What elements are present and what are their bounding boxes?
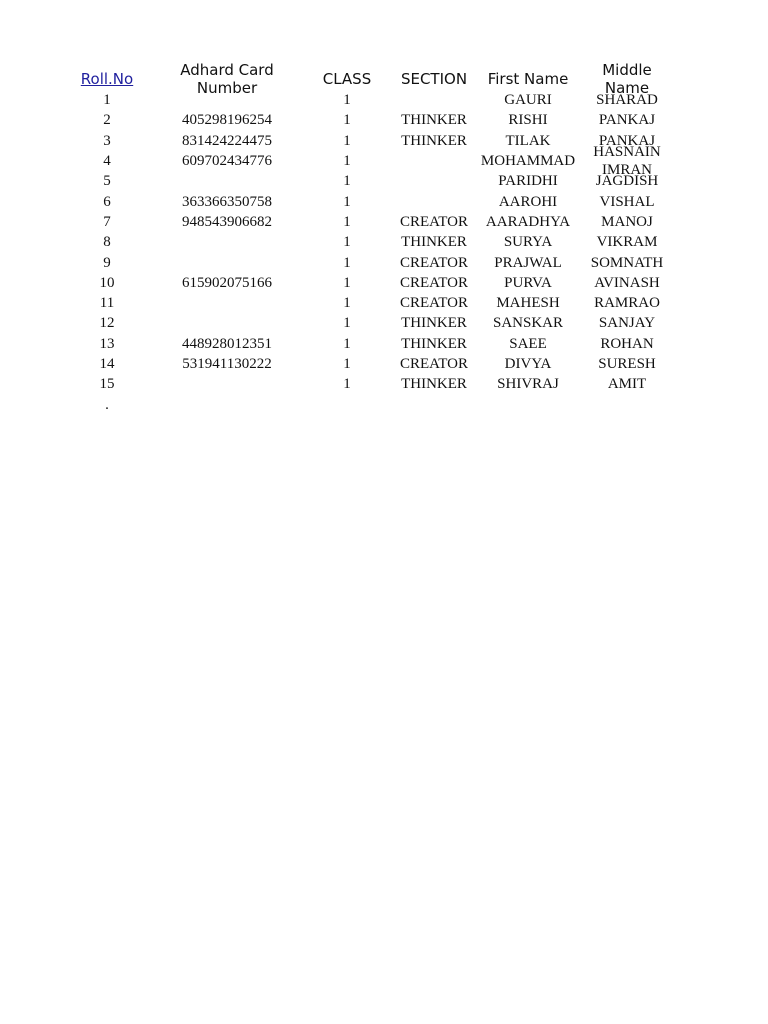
section-cell — [394, 151, 474, 171]
section-cell: THINKER — [401, 234, 467, 251]
roll-no-cell: 5 — [103, 173, 111, 190]
first-name-cell: AAROHI — [498, 193, 558, 210]
first-name-cell: PRAJWAL — [494, 254, 562, 271]
class-cell: 1 — [343, 92, 351, 109]
section-cell: CREATOR — [399, 356, 469, 373]
section-cell — [394, 90, 474, 110]
section-cell — [394, 171, 474, 191]
class-cell: 1 — [343, 213, 351, 230]
section-cell: CREATOR — [399, 295, 469, 312]
roll-no-cell: 14 — [99, 356, 115, 373]
first-name-cell: SHIVRAJ — [497, 376, 559, 393]
table-row — [0, 144, 768, 179]
adhard-card-number-cell: 948543906682 — [182, 213, 272, 230]
table-row — [0, 90, 768, 110]
class-cell: 1 — [343, 295, 351, 312]
trailing-mark: . — [105, 396, 109, 413]
class-cell: 1 — [343, 356, 351, 373]
first-name-cell: GAURI — [504, 92, 552, 109]
adhard-card-number-cell: 609702434776 — [182, 153, 272, 170]
middle-name-cell: PANKAJ — [598, 112, 656, 129]
middle-name-cell: PANKAJ — [598, 132, 656, 149]
roll-no-cell: 15 — [99, 376, 115, 393]
class-cell: 1 — [343, 153, 351, 170]
table-row — [0, 232, 768, 252]
adhard-card-number-cell — [167, 232, 287, 252]
class-cell: 1 — [343, 112, 351, 129]
class-cell: 1 — [343, 274, 351, 291]
section-cell: CREATOR — [399, 254, 469, 271]
table-row — [0, 313, 768, 333]
roll-no-cell: 7 — [103, 213, 111, 230]
section-cell: THINKER — [401, 376, 467, 393]
first-name-cell: SANSKAR — [492, 315, 564, 332]
roll-no-cell: 12 — [99, 315, 115, 332]
header-middle-name: Middle Name — [602, 61, 652, 97]
middle-name-cell: VISHAL — [599, 193, 655, 210]
middle-name-cell: VIKRAM — [596, 234, 658, 251]
adhard-card-number-cell — [167, 293, 287, 313]
class-cell: 1 — [343, 315, 351, 332]
adhard-card-number-cell: 363366350758 — [182, 193, 272, 210]
adhard-card-number-cell: 405298196254 — [182, 112, 272, 129]
first-name-cell: SURYA — [503, 234, 553, 251]
first-name-cell: AARADHYA — [485, 213, 571, 230]
table-row — [0, 110, 768, 130]
middle-name-cell: JAGDISH — [595, 173, 659, 190]
header-roll-no-link[interactable]: Roll.No — [80, 70, 134, 88]
roll-no-cell: 8 — [103, 234, 111, 251]
middle-name-cell: SURESH — [598, 356, 656, 373]
section-cell: THINKER — [401, 132, 467, 149]
section-cell: CREATOR — [399, 213, 469, 230]
table-row — [0, 354, 768, 374]
table-row — [0, 374, 768, 394]
header-adhard-card-number: Adhard Card Number — [180, 61, 274, 97]
roll-no-cell: 4 — [103, 153, 111, 170]
section-cell: THINKER — [401, 315, 467, 332]
header-roll-no-cell — [78, 69, 136, 89]
adhard-card-number-cell — [167, 374, 287, 394]
middle-name-cell: AMIT — [607, 376, 647, 393]
class-cell: 1 — [343, 234, 351, 251]
roll-no-cell: 11 — [99, 295, 115, 312]
header-class: CLASS — [322, 70, 372, 88]
table-row — [0, 192, 768, 212]
adhard-card-number-cell — [167, 313, 287, 333]
middle-name-cell: MANOJ — [601, 213, 653, 230]
roll-no-cell: 1 — [103, 92, 111, 109]
table-row — [0, 252, 768, 272]
roll-no-cell: 10 — [99, 274, 115, 291]
roll-no-cell: 9 — [103, 254, 111, 271]
table-row-trailing — [0, 395, 768, 415]
first-name-cell: DIVYA — [504, 356, 552, 373]
middle-name-cell: AVINASH — [594, 274, 660, 291]
class-cell: 1 — [343, 254, 351, 271]
table-row — [0, 171, 768, 191]
class-cell: 1 — [343, 193, 351, 210]
table-body — [0, 90, 768, 420]
table-row — [0, 334, 768, 354]
adhard-card-number-cell — [167, 252, 287, 272]
first-name-cell: PARIDHI — [498, 173, 558, 190]
header-first-name: First Name — [487, 70, 569, 88]
first-name-cell: TILAK — [505, 132, 551, 149]
adhard-card-number-cell — [167, 90, 287, 110]
section-cell: THINKER — [401, 112, 467, 129]
middle-name-cell: ROHAN — [600, 335, 654, 352]
class-cell: 1 — [343, 173, 351, 190]
middle-name-cell: HASNAIN IMRAN — [593, 144, 661, 179]
adhard-card-number-cell: 831424224475 — [182, 132, 272, 149]
adhard-card-number-cell: 615902075166 — [182, 274, 272, 291]
first-name-cell: MAHESH — [496, 295, 560, 312]
first-name-cell: RISHI — [508, 112, 548, 129]
section-cell: THINKER — [401, 335, 467, 352]
table-header — [0, 61, 768, 97]
middle-name-cell: SHARAD — [596, 92, 658, 109]
first-name-cell: SAEE — [509, 335, 547, 352]
class-cell: 1 — [343, 335, 351, 352]
middle-name-cell: SOMNATH — [590, 254, 664, 271]
adhard-card-number-cell — [167, 171, 287, 191]
middle-name-cell: RAMRAO — [594, 295, 660, 312]
class-cell: 1 — [343, 376, 351, 393]
adhard-card-number-cell: 531941130222 — [182, 356, 272, 373]
roll-no-cell: 3 — [103, 132, 111, 149]
table-row — [0, 293, 768, 313]
header-section: SECTION — [400, 70, 468, 88]
adhard-card-number-cell: 448928012351 — [182, 335, 272, 352]
table-row — [0, 273, 768, 293]
class-cell: 1 — [343, 132, 351, 149]
section-cell: CREATOR — [399, 274, 469, 291]
middle-name-cell: SANJAY — [598, 315, 656, 332]
roll-no-cell: 6 — [103, 193, 111, 210]
first-name-cell: PURVA — [504, 274, 552, 291]
section-cell — [394, 192, 474, 212]
roll-no-cell: 2 — [103, 112, 111, 129]
first-name-cell: MOHAMMAD — [480, 153, 576, 170]
table-row — [0, 212, 768, 232]
roll-no-cell: 13 — [99, 335, 115, 352]
